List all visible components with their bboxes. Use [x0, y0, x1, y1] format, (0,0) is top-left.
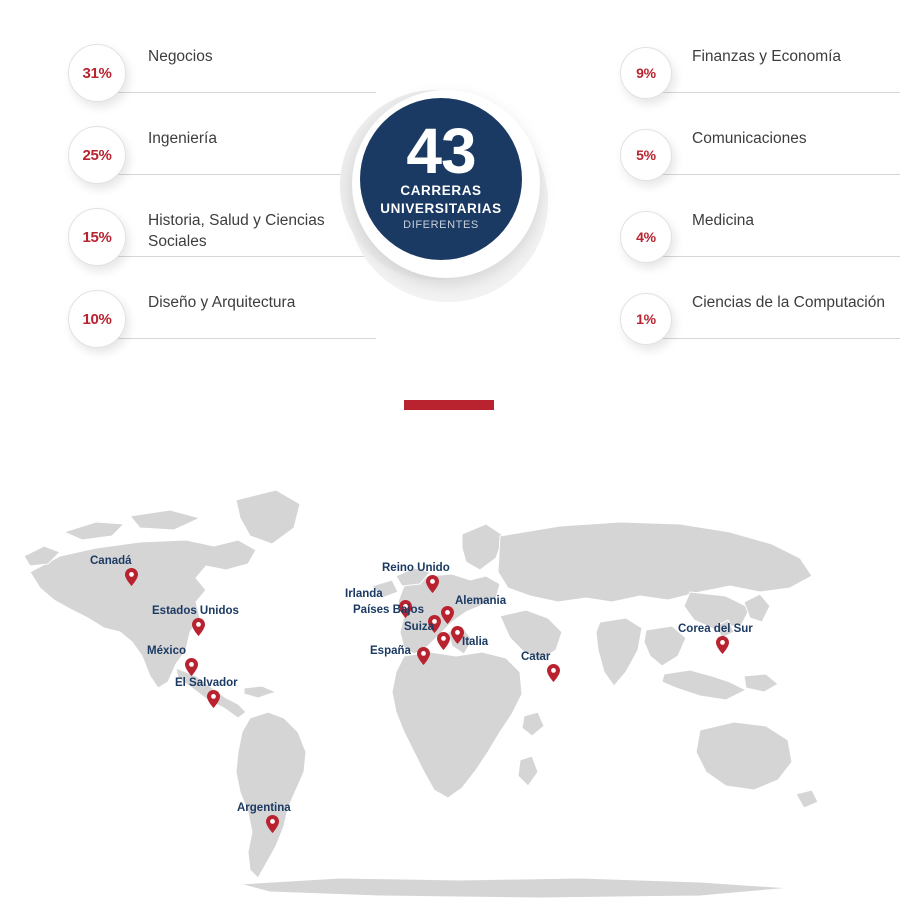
stat-percent-badge: 10% — [68, 290, 126, 348]
map-label-italia: Italia — [462, 636, 489, 648]
map-label-paises-bajos: Países Bajos — [353, 604, 424, 616]
map-pin-canada[interactable] — [125, 568, 138, 586]
stat-underline — [642, 338, 900, 339]
map-pin-reino-unido[interactable] — [426, 575, 439, 593]
stat-percent-badge: 9% — [620, 47, 672, 99]
stat-label: Ciencias de la Computación — [692, 294, 885, 311]
stat-underline — [642, 92, 900, 93]
map-pin-espana[interactable] — [417, 647, 430, 665]
map-pin-estados-unidos[interactable] — [192, 618, 205, 636]
map-label-el-salvador: El Salvador — [175, 677, 238, 689]
stat-item — [620, 198, 900, 280]
stat-item — [620, 34, 900, 116]
stat-item — [68, 116, 368, 198]
world-map — [0, 460, 900, 900]
world-map-section — [0, 460, 900, 900]
stat-percent-badge: 1% — [620, 293, 672, 345]
stat-label: Historia, Salud y Ciencias Sociales — [148, 212, 325, 250]
map-label-espana: España — [370, 645, 411, 657]
map-pin-corea-del-sur[interactable] — [716, 636, 729, 654]
medallion-line-3: DIFERENTES — [403, 218, 479, 231]
stat-underline — [96, 338, 376, 339]
medallion-disc — [360, 98, 522, 260]
map-label-irlanda: Irlanda — [345, 588, 383, 600]
stat-label: Finanzas y Economía — [692, 48, 842, 65]
map-label-argentina: Argentina — [237, 802, 291, 814]
map-label-reino-unido: Reino Unido — [382, 562, 450, 574]
map-label-catar: Catar — [521, 651, 551, 663]
stats-column-right — [620, 34, 900, 362]
stat-item — [620, 280, 900, 362]
map-pin-catar[interactable] — [547, 664, 560, 682]
medallion-number: 43 — [406, 114, 476, 187]
stat-label: Ingeniería — [148, 130, 217, 147]
stat-label: Medicina — [692, 212, 755, 229]
medallion-line-2: UNIVERSITARIAS — [380, 200, 502, 216]
stat-percent-badge: 5% — [620, 129, 672, 181]
stat-percent-badge: 15% — [68, 208, 126, 266]
stat-percent-badge: 4% — [620, 211, 672, 263]
map-label-alemania: Alemania — [455, 595, 507, 607]
map-label-estados-unidos: Estados Unidos — [152, 605, 239, 617]
map-label-corea-del-sur: Corea del Sur — [678, 623, 753, 635]
map-pin-mexico[interactable] — [185, 658, 198, 676]
stat-item — [620, 116, 900, 198]
stat-underline — [642, 256, 900, 257]
map-label-canada: Canadá — [90, 555, 132, 567]
stat-item — [68, 198, 368, 280]
map-pin-el-salvador[interactable] — [207, 690, 220, 708]
stat-percent-badge: 25% — [68, 126, 126, 184]
center-medallion — [330, 80, 570, 300]
stats-column-left — [68, 34, 368, 362]
map-pin-suiza[interactable] — [437, 632, 450, 650]
stat-underline — [642, 174, 900, 175]
map-pin-argentina[interactable] — [266, 815, 279, 833]
stat-percent-badge: 31% — [68, 44, 126, 102]
stats-infographic — [0, 0, 900, 380]
stat-item — [68, 34, 368, 116]
map-pin-alemania[interactable] — [441, 606, 454, 624]
map-label-mexico: México — [147, 645, 186, 657]
medallion-line-1: CARRERAS — [400, 182, 482, 198]
map-label-suiza: Suiza — [404, 621, 435, 633]
stat-label: Diseño y Arquitectura — [148, 294, 296, 311]
stat-label: Comunicaciones — [692, 130, 807, 147]
stat-item — [68, 280, 368, 362]
section-divider — [404, 400, 494, 410]
stat-label: Negocios — [148, 48, 213, 65]
